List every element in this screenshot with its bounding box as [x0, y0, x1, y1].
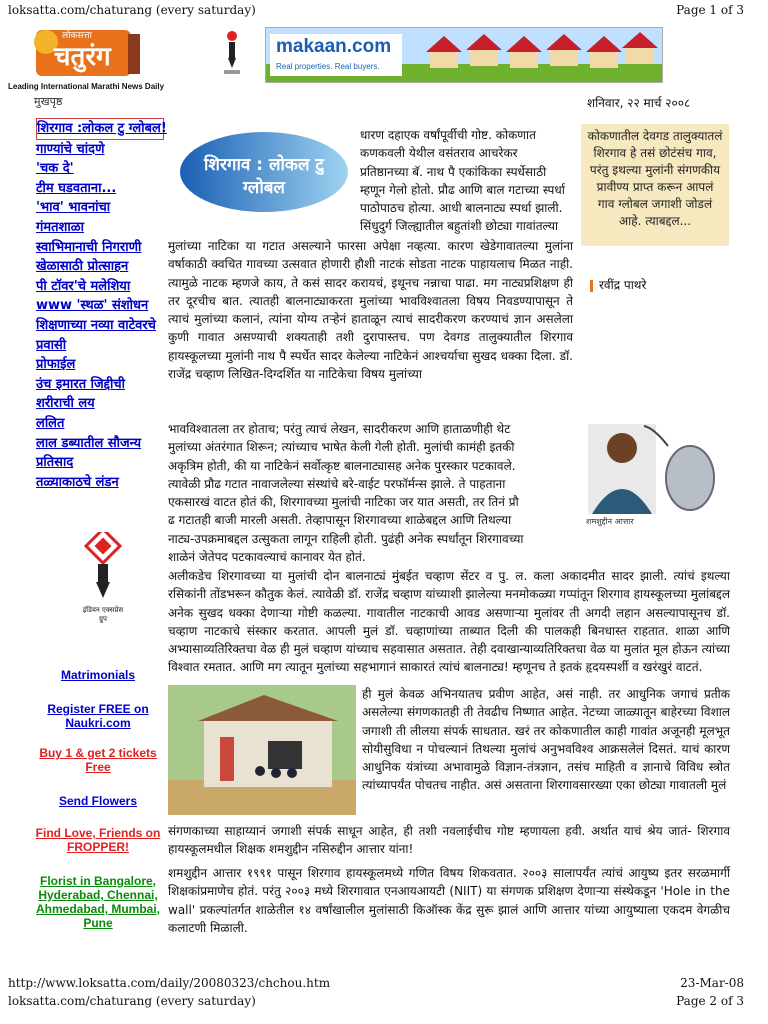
ad-link[interactable]: Find Love, Friends on FROPPER! — [35, 826, 161, 854]
nav-item[interactable]: तळ्याकाठचे लंडन — [36, 474, 119, 490]
text-line: कणकवली येथील वसंतराव आचरेकर — [360, 146, 518, 161]
text-line: एकसारखं वाटत होतं की, शिरगावच्या मुलांची नाटिका जर यात असती, तर तिनं प्रौ — [168, 495, 519, 510]
article-paragraph — [360, 126, 576, 236]
ad-link[interactable]: Matrimonials — [60, 668, 135, 682]
pull-quote: कोकणातील देवगड तालुक्यातलं शिरगाव हे तसं छोटंसंच गाव, परंतु इथल्या मुलांनी संगणकीय प्रावीण्य प्राप्त करून आपलं गाव ग्लोबल जगाशी जोडलं आहे. त्याबद्दल... — [587, 129, 723, 228]
logo-small-text: लोकसत्ता — [62, 31, 92, 41]
author-name: रवींद्र पाथरे — [599, 278, 647, 292]
text-line: धारण दहाएक वर्षांपूर्वीची गोष्ट. कोकणात — [360, 128, 536, 142]
nav-item[interactable]: गंमतशाळा — [36, 219, 84, 235]
article-title: शिरगाव : लोकल टु ग्लोबल — [204, 155, 324, 198]
nav-item[interactable]: ललित — [36, 415, 65, 431]
text-line: प्रतिष्ठानच्या बॅ. नाथ पै एकांकिका स्पर्धेसाठी — [360, 164, 547, 179]
print-footer-url: http://www.loksatta.com/daily/20080323/chchou.htm — [8, 976, 331, 990]
nav-item[interactable]: 'भाव' भावनांचा — [36, 200, 111, 216]
express-pen-icon — [222, 28, 242, 78]
article-paragraph: ही मुलं केवळ अभिनयातच प्रवीण आहेत, असं नाही. तर आधुनिक जगाचं प्रतीक असलेल्या संगणकातही ती तेवढीच निष्णात आहेत. नेटच्या जाळ्यातून बाहेरच्या विशाल जगाशी ती लीलया संपर्क साधतात. खरं तर कोकणातील काही गावांत अजूनही मूलभूत सोयीसुविधा न पोचल्यानं तिथल्या मुलांचं अनुभवविश्व आक्रसलेलं दिसतं. याचं कारण आधुनिक यंत्रांच्या अभावामुळे विज्ञान-तंत्रज्ञान, तसंच माहिती व ज्ञानाचे विविध स्त्रोत त्यांच्यापर्यंत पोचतच नाहीत. असं असताना शिरगावसारख्या एका छोट्या गावातली मुलं — [362, 687, 730, 793]
issue-date: शनिवार, २२ मार्च २००८ — [587, 96, 691, 110]
text-line: म्हणून गेलो होतो. प्रौढ आणि बाल गटाच्या स्पर्धा — [360, 182, 565, 197]
nav-item[interactable]: 'चक दे' — [36, 161, 74, 177]
teacher-photo — [584, 418, 730, 528]
text-line: शाळेनं जेतेपद पटकावल्याचं कानावर येत होतं. — [168, 550, 366, 565]
author-byline — [590, 276, 646, 293]
nav-item[interactable]: प्रोफाईल — [36, 357, 76, 373]
print-header-left: loksatta.com/chaturang (every saturday) — [8, 3, 256, 17]
nav-item[interactable]: लाल डब्यातील सौजन्य — [36, 435, 142, 451]
nav-item[interactable]: प्रतिसाद — [36, 455, 74, 471]
print-header-page: Page 1 of 3 — [676, 3, 744, 17]
logo-text: चतुरंग — [54, 42, 111, 72]
text-line: नाट्य-उपक्रमाबद्दल उत्सुकता लागून राहिली होती. पुढंही अनेक स्पर्धांतून शिरगावच्या — [168, 531, 524, 546]
indian-express-logo — [78, 532, 128, 642]
article-paragraph: अलीकडेच शिरगावच्या या मुलांची दोन बालनाट्यं मुंबईत चव्हाण सेंटर व पु. ल. कला अकादमीत सादर झाली. त्यांचं इथल्या रसिकांनी तोंडभरून कौतुक केलं. त्यावेळी डॉ. राजेंद्र चव्हाण यांच्याशी झालेल्या मनमोकळ्या गप्पांतून शिरगाव हायस्कूलच्या मुलांबद्दल अनेक सुखद धक्का देणाऱ्या गोष्टी कळल्या. गावातील नाटकाची आवड असणाऱ्या मुलांवर ती अगदी लहान असल्यापासूनच डॉ. चव्हाण नाटकाचे संस्कार करतात. आपली मुलं डॉ. चव्हाणांच्या ताब्यात दिली की पालकही बिनधास्त राहतात. शाळा आणि अभ्यासाव्यतिरिक्तचा वेळ ही मुलं चव्हाण यांच्याच सहवासात असतात. तेही दवाखान्याव्यतिरिक्तचा वेळ या मुलांत मूल होऊन त्यांच्या विश्वात रमतात. आणि मग त्यातून मुलांच्या सहभागानं साकारतं त्यांचं बालनाट्य! म्हणूनच ते इतकं हृदयस्पर्शी व खरंखुरं वाटतं. — [168, 569, 730, 675]
nav-item[interactable]: प्रवासी — [36, 337, 67, 353]
article-paragraph — [168, 420, 578, 566]
nav-item[interactable]: स्वाभिमानाची निगराणी — [36, 239, 142, 255]
nav-item[interactable]: गाण्यांचे चांदणे — [36, 141, 105, 157]
text-line: त्यावेळी प्रौढ गटात नावाजलेल्या संस्थांचे बरे-वाईट परफॉर्मन्स झाले. ते पाहताना — [168, 476, 506, 491]
nav-item[interactable]: खेळासाठी प्रोत्साहन — [36, 259, 129, 275]
ad-links — [28, 668, 168, 930]
kiosk-photo — [168, 685, 356, 815]
left-nav — [36, 118, 167, 492]
ad-link[interactable]: Buy 1 & get 2 tickets Free — [39, 746, 157, 774]
tagline: Leading International Marathi News Daily — [8, 82, 165, 91]
text-line: मुलांच्या अंतरंगात शिरून; त्यांच्याच भाषेत केली गेली होती. मुलांची कामंही इतकी — [168, 440, 515, 455]
makaan-banner-ad[interactable] — [265, 27, 663, 83]
photo-caption: शमशुद्दीन आत्तार — [586, 517, 634, 526]
nav-item[interactable]: शिक्षणाच्या नव्या वाटेवरचे — [36, 317, 156, 333]
nav-item[interactable]: पी टॉवर'चे मलेशिया — [36, 278, 131, 294]
text-line: भावविश्वातला तर होताच; परंतु त्याचं लेखन, सादरीकरण आणि हाताळणीही थेट — [168, 422, 511, 436]
ad-link[interactable]: Send Flowers — [58, 794, 138, 808]
ad-link[interactable]: Register FREE on Naukri.com — [47, 702, 149, 730]
text-line: अकृत्रिम होती, की या नाटिकेनं सर्वोत्कृष्ट बालनाट्यासह अनेक पुरस्कार पटकावले. — [168, 458, 516, 473]
article-paragraph: शमशुद्दीन आत्तार १९९१ पासून शिरगाव हायस्कूलमध्ये गणित विषय शिकवतात. २००३ सालापर्यंत त्यांचं आयुष्य इतर सरळमार्गी शिक्षकांप्रमाणेच होतं. परंतु २००३ मध्ये शिरगावात एनआयआयटी (NIIT) या संगणक प्रशिक्षण देणाऱ्या संस्थेकडून 'Hole in the wall' प्रकल्पांतर्गत शाळेतील १४ वर्षांखालील मुलांसाठी किऑस्क केंद्र सुरू झालं आणि आत्तार यांच्या आयुष्याला एकदम वेगळीच कलाटणी मिळाली. — [168, 866, 730, 935]
article-paragraph: संगणकाच्या साहाय्यानं जगाशी संपर्क साधून आहेत, ही तशी नवलाईचीच गोष्ट म्हणायला हवी. अर्थात याचं श्रेय जातं- शिरगाव हायस्कूलमधील शिक्षक शमशुद्दीन नसिरुद्दीन आत्तार यांना! — [168, 824, 730, 857]
text-line: ढ गटातही बाजी मारली असती. तेव्हापासून शिरगावच्या शाळेबद्दल आणि तिथल्या — [168, 513, 512, 528]
text-line: पाठोपाठच होत्या. आधी बालनाट्य स्पर्धा झाली. — [360, 201, 563, 216]
article-paragraph: मुलांच्या नाटिका या गटात असल्याने फारसा अपेक्षा नव्हत्या. कारण खेडेगावातल्या मुलांना वर्षाकाठी क्वचित गावच्या उत्सवात होणारी हौशी नाटकं सोडता नाटक पाहायलाच मिळत नाही. त्यामुळे नाटक म्हणजे काय, ते कसं सादर करायचं, इथूनच नन्नाचा पाढा. मग नाट्यप्रशिक्षण ही तर दूरचीच बात. त्यातही बालनाट्याकरता मुलांच्या भावविश्वातला विषय निवडण्यापासून ते त्याचं मुलांच्या कलानं, त्यांना योग्य तऱ्हेनं हाताळून त्याचं सादरीकरण करण्याचं ज्ञान असलेला कुणी गावात असण्याची शक्यताही तशी दुरापास्तच. पण देवगड तालुक्यातील शिरगाव हायस्कूलच्या मुलांनी नाथ पै स्पर्धेत सादर केलेल्या नाटिकेनं आश्चर्याचा सुखद धक्का दिला. डॉ. राजेंद्र चव्हाण लिखित-दिग्दर्शित या नाटिकेचा विषय मुलांच्या — [168, 239, 573, 382]
nav-item[interactable]: www 'स्थळ' संशोधन — [36, 298, 149, 314]
publisher-caption: इंडियन एक्सप्रेस ग्रुप — [82, 606, 124, 623]
text-line: सिंधुदुर्ग जिल्ह्यातील बहुतांशी छोट्या गावांतल्या — [360, 219, 559, 234]
nav-item[interactable]: शरीराची लय — [36, 396, 95, 412]
pull-quote-box — [581, 124, 729, 246]
nav-item[interactable]: उंच इमारत जिद्दीची — [36, 376, 125, 392]
home-link[interactable]: मुखपृष्ठ — [34, 95, 63, 108]
banner-brand: makaan.com — [276, 36, 392, 57]
chaturang-logo[interactable] — [28, 24, 158, 84]
nav-item[interactable]: शिरगाव :लोकल टु ग्लोबल! — [36, 118, 164, 140]
article-title-logo — [178, 124, 350, 220]
nav-item[interactable]: टीम घडवताना... — [36, 180, 117, 196]
banner-sub: Real properties. Real buyers. — [276, 62, 380, 71]
print-header-left-2: loksatta.com/chaturang (every saturday) — [8, 994, 256, 1008]
print-header-page-2: Page 2 of 3 — [676, 994, 744, 1008]
print-footer-date: 23-Mar-08 — [680, 976, 744, 990]
ad-link[interactable]: Florist in Bangalore, Hyderabad, Chennai, Ahmedabad, Mumbai, Pune — [35, 874, 160, 930]
